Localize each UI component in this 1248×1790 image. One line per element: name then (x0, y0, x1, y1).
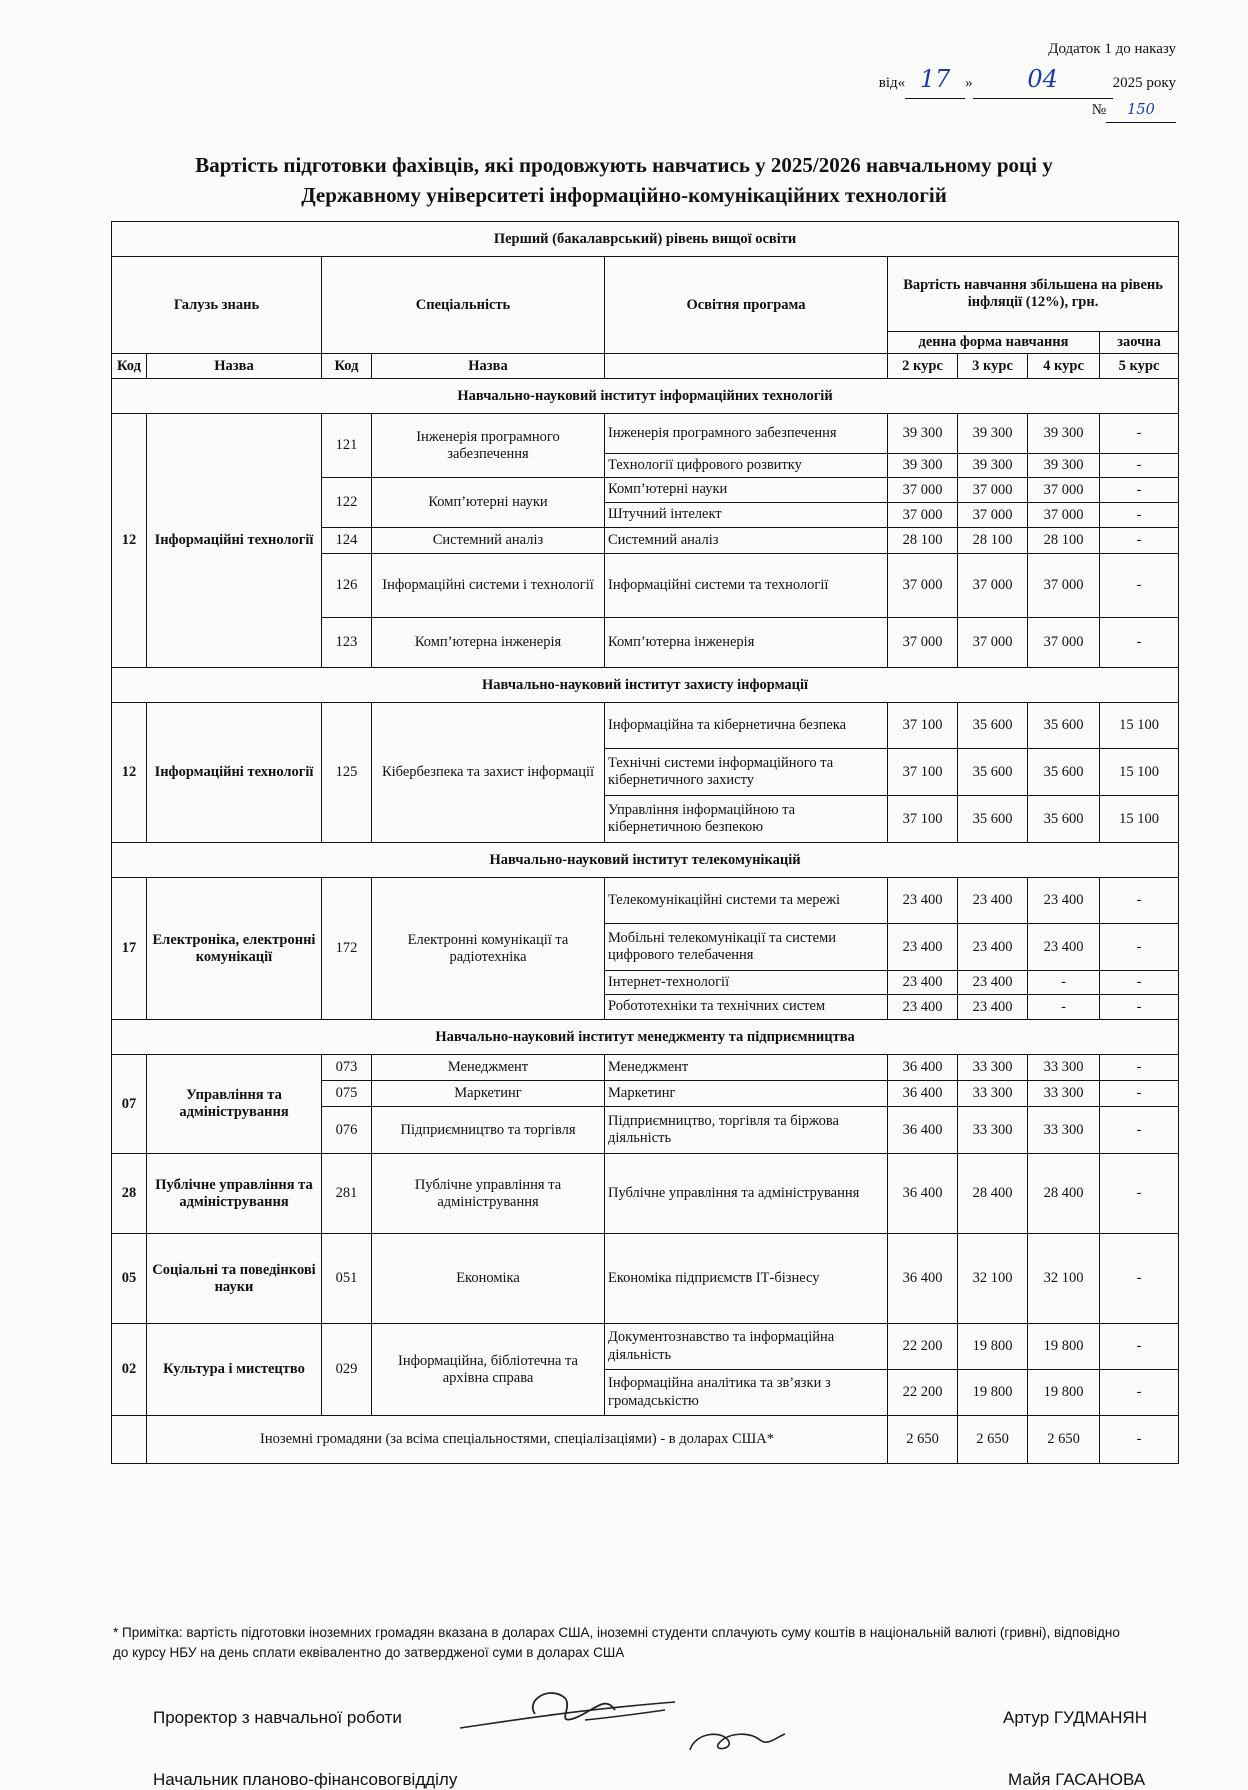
specialty-code: 029 (322, 1324, 372, 1416)
field-code: 05 (112, 1234, 147, 1324)
value-cell: 39 300 (958, 414, 1028, 454)
value-cell: 35 600 (1028, 796, 1100, 843)
table-row (112, 1154, 1179, 1234)
education-level-heading: Перший (бакалаврський) рівень вищої освіти (112, 222, 1179, 257)
value-cell: 33 300 (1028, 1081, 1100, 1107)
value-cell: 36 400 (888, 1107, 958, 1154)
program-name: Інформаційні системи та технології (605, 554, 888, 618)
value-cell: 28 400 (1028, 1154, 1100, 1234)
signatory-role-2: Начальник планово-фінансовогвідділу (153, 1770, 458, 1789)
foreign-citizens-label: Іноземні громадяни (за всіма спеціальностями, спеціалізаціями) - в доларах США* (147, 1416, 888, 1464)
value-cell: 36 400 (888, 1234, 958, 1324)
order-reference (879, 38, 1176, 123)
signature-1-icon (455, 1680, 685, 1740)
value-cell: 15 100 (1100, 703, 1179, 749)
value-cell: 19 800 (958, 1324, 1028, 1370)
value-cell: - (1100, 995, 1179, 1020)
signature-2-icon (680, 1728, 790, 1753)
specialty-name: Системний аналіз (372, 528, 605, 554)
field-name: Соціальні та поведінкові науки (147, 1234, 322, 1324)
value-cell: 35 600 (958, 796, 1028, 843)
specialty-name: Інженерія програмного забезпечення (372, 414, 605, 478)
value-cell: 35 600 (1028, 703, 1100, 749)
value-cell: 37 100 (888, 703, 958, 749)
handwritten-month: 04 (973, 61, 1113, 99)
value-cell: 37 000 (888, 618, 958, 668)
value-cell: - (1100, 414, 1179, 454)
specialty-name: Підприємництво та торгівля (372, 1107, 605, 1154)
value-cell: 23 400 (888, 995, 958, 1020)
program-name: Інтернет-технології (605, 971, 888, 995)
specialty-code: 125 (322, 703, 372, 843)
field-code: 02 (112, 1324, 147, 1416)
header-daytime: денна форма навчання (888, 332, 1100, 354)
value-cell: 2 650 (888, 1416, 958, 1464)
table-row (112, 668, 1179, 703)
value-cell: 22 200 (888, 1324, 958, 1370)
header-code: Код (112, 354, 147, 379)
header-program: Освітня програма (605, 257, 888, 354)
program-name: Комп’ютерна інженерія (605, 618, 888, 668)
field-name: Управління та адміністрування (147, 1055, 322, 1154)
program-name: Документознавство та інформаційна діяльність (605, 1324, 888, 1370)
field-name: Електроніка, електронні комунікації (147, 878, 322, 1020)
header-field: Галузь знань (112, 257, 322, 354)
appendix-label: Додаток 1 до наказу (1048, 41, 1176, 57)
program-name: Менеджмент (605, 1055, 888, 1081)
field-name: Культура і мистецтво (147, 1324, 322, 1416)
value-cell: 19 800 (958, 1370, 1028, 1416)
specialty-code: 051 (322, 1234, 372, 1324)
specialty-name: Комп’ютерна інженерія (372, 618, 605, 668)
program-name: Комп’ютерні науки (605, 478, 888, 503)
value-cell: - (1100, 924, 1179, 971)
value-cell: 15 100 (1100, 796, 1179, 843)
header-name: Назва (372, 354, 605, 379)
header-year: 4 курс (1028, 354, 1100, 379)
table-row (112, 354, 1179, 379)
table-row (112, 878, 1179, 924)
value-cell: - (1028, 995, 1100, 1020)
order-date: від« 17 » 04 2025 року (879, 61, 1176, 99)
value-cell: - (1100, 1107, 1179, 1154)
value-cell: 23 400 (888, 878, 958, 924)
header-extramural: заочна (1100, 332, 1179, 354)
table-row (112, 257, 1179, 332)
value-cell: 22 200 (888, 1370, 958, 1416)
value-cell: 39 300 (958, 454, 1028, 478)
program-name: Інженерія програмного забезпечення (605, 414, 888, 454)
field-code: 12 (112, 414, 147, 668)
table-row (112, 1055, 1179, 1081)
field-code: 12 (112, 703, 147, 843)
value-cell: 28 100 (1028, 528, 1100, 554)
table-row (112, 843, 1179, 878)
specialty-name: Інформаційна, бібліотечна та архівна справа (372, 1324, 605, 1416)
value-cell: 39 300 (888, 414, 958, 454)
header-cost: Вартість навчання збільшена на рівень інфляції (12%), грн. (888, 257, 1179, 332)
program-name: Маркетинг (605, 1081, 888, 1107)
value-cell: 36 400 (888, 1055, 958, 1081)
value-cell: 28 100 (888, 528, 958, 554)
program-name: Економіка підприємств ІТ-бізнесу (605, 1234, 888, 1324)
field-name: Публічне управління та адміністрування (147, 1154, 322, 1234)
specialty-name: Менеджмент (372, 1055, 605, 1081)
header-year: 2 курс (888, 354, 958, 379)
value-cell: - (1100, 528, 1179, 554)
value-cell: - (1100, 1081, 1179, 1107)
value-cell: 39 300 (888, 454, 958, 478)
value-cell: 36 400 (888, 1154, 958, 1234)
value-cell: 2 650 (958, 1416, 1028, 1464)
institute-heading: Навчально-науковий інститут менеджменту та підприємництва (112, 1020, 1179, 1055)
value-cell: 35 600 (958, 703, 1028, 749)
table-row (112, 414, 1179, 454)
value-cell: 33 300 (1028, 1107, 1100, 1154)
value-cell: 23 400 (1028, 878, 1100, 924)
header-year: 5 курс (1100, 354, 1179, 379)
tuition-table (111, 221, 1179, 1464)
order-number: № 150 (879, 99, 1176, 122)
specialty-name: Електронні комунікації та радіотехніка (372, 878, 605, 1020)
value-cell: 23 400 (958, 971, 1028, 995)
field-name: Інформаційні технології (147, 703, 322, 843)
value-cell: 37 000 (958, 554, 1028, 618)
field-code: 07 (112, 1055, 147, 1154)
program-name: Мобільні телекомунікації та системи цифрового телебачення (605, 924, 888, 971)
value-cell: - (1100, 503, 1179, 528)
value-cell: 35 600 (1028, 749, 1100, 796)
header-year: 3 курс (958, 354, 1028, 379)
value-cell: 37 000 (958, 503, 1028, 528)
specialty-code: 124 (322, 528, 372, 554)
program-name: Системний аналіз (605, 528, 888, 554)
value-cell: 33 300 (958, 1081, 1028, 1107)
value-cell: 32 100 (1028, 1234, 1100, 1324)
value-cell: 39 300 (1028, 454, 1100, 478)
value-cell: 37 100 (888, 749, 958, 796)
value-cell: - (1100, 971, 1179, 995)
value-cell: 37 000 (1028, 478, 1100, 503)
value-cell: - (1100, 554, 1179, 618)
value-cell: 32 100 (958, 1234, 1028, 1324)
field-code: 17 (112, 878, 147, 1020)
specialty-code: 075 (322, 1081, 372, 1107)
value-cell: 37 000 (888, 478, 958, 503)
value-cell: 33 300 (958, 1107, 1028, 1154)
header-code: Код (322, 354, 372, 379)
value-cell: 23 400 (888, 971, 958, 995)
value-cell: 15 100 (1100, 749, 1179, 796)
program-name: Технології цифрового розвитку (605, 454, 888, 478)
value-cell: 23 400 (958, 995, 1028, 1020)
value-cell: 37 000 (1028, 554, 1100, 618)
institute-heading: Навчально-науковий інститут інформаційних технологій (112, 379, 1179, 414)
value-cell: 37 000 (888, 503, 958, 528)
table-row (112, 222, 1179, 257)
specialty-name: Інформаційні системи і технології (372, 554, 605, 618)
specialty-code: 172 (322, 878, 372, 1020)
specialty-name: Економіка (372, 1234, 605, 1324)
table-row (112, 703, 1179, 749)
value-cell: 37 000 (958, 618, 1028, 668)
value-cell: 28 400 (958, 1154, 1028, 1234)
program-name: Штучний інтелект (605, 503, 888, 528)
header-name: Назва (147, 354, 322, 379)
specialty-code: 073 (322, 1055, 372, 1081)
empty-cell (112, 1416, 147, 1464)
specialty-code: 122 (322, 478, 372, 528)
value-cell: - (1100, 1416, 1179, 1464)
header-specialty: Спеціальність (322, 257, 605, 354)
program-name: Інформаційна аналітика та зв’язки з громадськістю (605, 1370, 888, 1416)
value-cell: - (1100, 1370, 1179, 1416)
value-cell: 19 800 (1028, 1370, 1100, 1416)
value-cell: - (1028, 971, 1100, 995)
table-row (112, 1020, 1179, 1055)
specialty-code: 121 (322, 414, 372, 478)
field-code: 28 (112, 1154, 147, 1234)
program-name: Телекомунікаційні системи та мережі (605, 878, 888, 924)
signatory-name-2: Майя ГАСАНОВА (1008, 1770, 1146, 1789)
value-cell: - (1100, 1154, 1179, 1234)
value-cell: - (1100, 478, 1179, 503)
value-cell: - (1100, 454, 1179, 478)
value-cell: 36 400 (888, 1081, 958, 1107)
specialty-name: Публічне управління та адміністрування (372, 1154, 605, 1234)
specialty-code: 076 (322, 1107, 372, 1154)
signatory-name-1: Артур ГУДМАНЯН (1003, 1708, 1147, 1727)
value-cell: 33 300 (958, 1055, 1028, 1081)
specialty-code: 126 (322, 554, 372, 618)
institute-heading: Навчально-науковий інститут телекомунікацій (112, 843, 1179, 878)
table-row (112, 379, 1179, 414)
value-cell: 37 000 (1028, 618, 1100, 668)
value-cell: 39 300 (1028, 414, 1100, 454)
table-row (112, 1416, 1179, 1464)
table-row (112, 1234, 1179, 1324)
program-name: Технічні системи інформаційного та кібернетичного захисту (605, 749, 888, 796)
value-cell: 23 400 (958, 924, 1028, 971)
document-title: Вартість підготовки фахівців, які продовжують навчатись у 2025/2026 навчальному році у Державному університеті інформаційно-комунікаційних технологій (195, 153, 1053, 208)
specialty-code: 123 (322, 618, 372, 668)
footnote: * Примітка: вартість підготовки іноземних громадян вказана в доларах США, іноземні студенти сплачують суму коштів в національній валюті (гривні), відповідно до курсу НБУ на день сплати еквівалентно до затвердженої суми в доларах США (113, 1625, 1120, 1660)
value-cell: - (1100, 1055, 1179, 1081)
value-cell: - (1100, 618, 1179, 668)
handwritten-number: 150 (1106, 99, 1176, 122)
program-name: Інформаційна та кібернетична безпека (605, 703, 888, 749)
specialty-name: Маркетинг (372, 1081, 605, 1107)
institute-heading: Навчально-науковий інститут захисту інформації (112, 668, 1179, 703)
value-cell: 28 100 (958, 528, 1028, 554)
value-cell: 37 000 (888, 554, 958, 618)
value-cell: 2 650 (1028, 1416, 1100, 1464)
table-row (112, 1324, 1179, 1370)
signatory-role-1: Проректор з навчальної роботи (153, 1708, 402, 1727)
specialty-name: Кібербезпека та захист інформації (372, 703, 605, 843)
program-name: Публічне управління та адміністрування (605, 1154, 888, 1234)
header-empty (605, 354, 888, 379)
program-name: Робототехніки та технічних систем (605, 995, 888, 1020)
specialty-code: 281 (322, 1154, 372, 1234)
value-cell: 35 600 (958, 749, 1028, 796)
value-cell: - (1100, 1324, 1179, 1370)
value-cell: - (1100, 878, 1179, 924)
value-cell: 23 400 (1028, 924, 1100, 971)
value-cell: 23 400 (888, 924, 958, 971)
program-name: Управління інформаційною та кібернетичною безпекою (605, 796, 888, 843)
value-cell: 37 000 (1028, 503, 1100, 528)
value-cell: - (1100, 1234, 1179, 1324)
value-cell: 19 800 (1028, 1324, 1100, 1370)
handwritten-day: 17 (905, 61, 965, 99)
value-cell: 33 300 (1028, 1055, 1100, 1081)
program-name: Підприємництво, торгівля та біржова діяльність (605, 1107, 888, 1154)
field-name: Інформаційні технології (147, 414, 322, 668)
value-cell: 23 400 (958, 878, 1028, 924)
specialty-name: Комп’ютерні науки (372, 478, 605, 528)
value-cell: 37 000 (958, 478, 1028, 503)
value-cell: 37 100 (888, 796, 958, 843)
